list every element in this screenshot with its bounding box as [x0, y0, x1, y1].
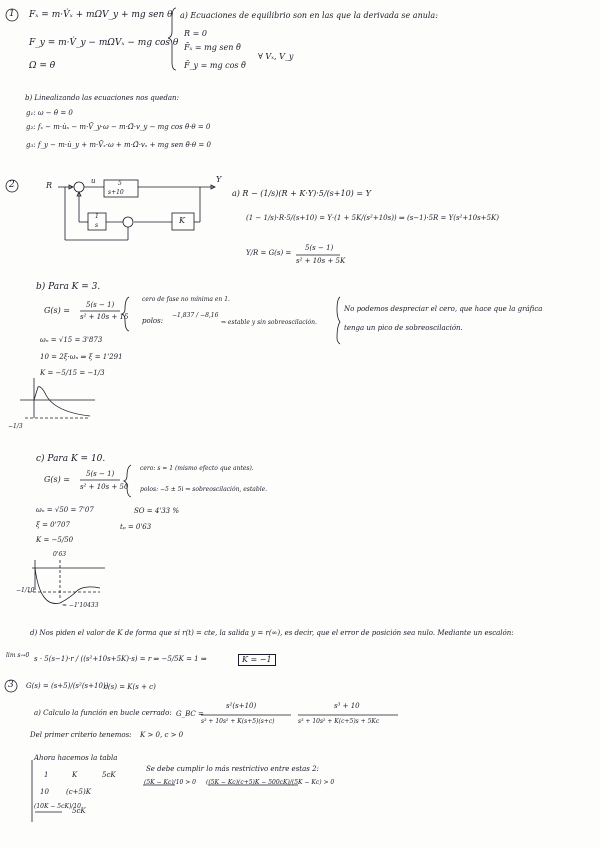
p3a-num1: s²(s+10) — [226, 702, 257, 710]
p2c-so: SO = 4'33 % — [134, 507, 180, 515]
p2c-tp: tₚ = 0'63 — [120, 523, 152, 531]
diagram-int-den: s — [95, 222, 99, 229]
p2c-den: s² + 10s + 50 — [80, 483, 129, 491]
p3a-den2: s³ + 10s² + K(c+5)s + 5Kc — [298, 718, 380, 725]
p2d-title: d) Nos piden el valor de K de forma que si r(t) = cte, la salida y = r(∞), es decir, que el error de posición sea nulo. Mediante un escalón: — [30, 629, 514, 637]
p2b-cero: cero de fase no mínima en 1. — [142, 296, 230, 303]
routh-r0-c0: 1 — [44, 771, 49, 779]
p2b-wn: ωₙ = √15 = 3'873 — [40, 336, 103, 344]
diagram-r: R — [46, 181, 53, 190]
routh-r2-c0: (10K − 5cK)/10 — [34, 803, 81, 810]
diagram-k: K — [179, 216, 185, 225]
p2a-lhs: Y/R = G(s) = — [246, 249, 292, 257]
p2b-side-1: No podemos despreciar el cero, que hace que la gráfica — [344, 305, 543, 313]
equilibrium-r: R = 0 — [184, 29, 207, 38]
linearize-title: b) Linealizando las ecuaciones nos quedan: — [25, 94, 179, 102]
p2a-line-1: a) R − (1/s)(R + K·Y)·5/(s+10) = Y — [232, 189, 371, 198]
equilibrium-note: a) Ecuaciones de equilibrio son en las que la derivada se anula: — [180, 11, 438, 20]
p2c-zeta: ξ = 0'707 — [36, 521, 70, 529]
p3a-cond-label: Del primer criterio tenemos: — [30, 731, 132, 739]
routh-r0-c1: K — [72, 771, 78, 779]
problem-1-number: 1 — [9, 9, 15, 19]
p2b-polos-label: polos: — [142, 317, 164, 325]
diagram-y: Y — [216, 175, 222, 184]
p2b-plot-y: −1/3 — [8, 423, 23, 430]
p2c-title: c) Para K = 10. — [36, 454, 106, 464]
p2d-lim: lim s→0 — [6, 652, 30, 659]
p3a-gbc: G_BC = — [176, 710, 204, 718]
p3-rest-1: (5K − Kc)/10 > 0 — [144, 779, 196, 786]
p3-table-title: Ahora hacemos la tabla — [34, 754, 118, 762]
p2c-polos: polos: −5 ± 5i ⇒ sobreoscilación, estable. — [140, 486, 268, 493]
p2c-num: 5(s − 1) — [86, 470, 115, 478]
plot-c — [28, 560, 105, 604]
p3-rest-2: ((5K − Kc)(c+5)K − 500cK)/(5K − Kc) > 0 — [206, 779, 335, 786]
p2b-zeta: 10 = 2ξ·ωₙ ⇒ ξ = 1'291 — [40, 353, 123, 361]
p2b-side-2: tenga un pico de sobreoscilación. — [344, 324, 463, 332]
equilibrium-fy: F̄_y = mg cos θ̄ — [184, 61, 246, 70]
p3a-num2: s³ + 10 — [334, 702, 360, 710]
p2b-num: 5(s − 1) — [86, 301, 115, 309]
p2a-line-2: (1 − 1/s)·R·5/(s+10) = Y·(1 + 5K/(s²+10s)) ⇒ (s−1)·5R = Y(s²+10s+5K) — [246, 214, 500, 222]
p2c-cero: cero: s = 1 (mismo efecto que antes). — [140, 465, 254, 472]
p3a-title: a) Calculo la función en bucle cerrado: — [34, 709, 172, 717]
p2b-k: K = −5/15 = −1/3 — [40, 369, 105, 377]
p2b-title: b) Para K = 3. — [36, 282, 101, 292]
p2c-plot-y: −1/10 — [16, 587, 35, 594]
p2b-polos-note: ⇒ estable y sin sobreoscilación. — [221, 319, 317, 326]
p2c-plot-min: ≈ −1'10433 — [62, 602, 99, 609]
block-diagram — [58, 177, 215, 240]
routh-r1-c0: 10 — [40, 788, 49, 796]
plot-b — [20, 378, 95, 418]
p2d-expr: s · 5(s−1)·r / ((s²+10s+5K)·s) = r ⇒ −5/5K = 1 ⇒ — [34, 655, 207, 663]
diagram-tf-den: s+10 — [108, 189, 124, 196]
equilibrium-side: ∀ Vₓ, V_y — [258, 52, 294, 61]
p2d-result: K = −1 — [238, 654, 276, 666]
diagram-tf-num: 5 — [118, 180, 122, 187]
p3a-den1: s³ + 10s² + K(s+5)(s+c) — [201, 718, 275, 725]
p2c-wn: ωₙ = √50 = 7'07 — [36, 506, 94, 514]
p2b-den: s² + 10s + 15 — [80, 313, 129, 321]
p2b-g: G(s) = — [44, 306, 70, 315]
p2c-peak: 0'63 — [53, 551, 67, 558]
p3-c: c(s) = K(s + c) — [104, 683, 156, 691]
routh-r2-c1: 5cK — [72, 807, 86, 815]
p3a-cond: K > 0, c > 0 — [140, 731, 184, 739]
eq-2: F_y = m·V̇_y − mΩVₓ − mg cos θ — [29, 38, 179, 48]
routh-r0-c2: 5cK — [102, 771, 116, 779]
routh-r1-c1: (c+5)K — [66, 788, 91, 796]
brace-2b-side — [337, 297, 340, 344]
p2a-den: s² + 10s + 5K — [296, 257, 346, 265]
lin-eq-2: g₂: fₓ − m·u̇ₓ − m·V̄_y·ω − m·Ω̄·v_y − mg cos θ̄·θ = 0 — [26, 123, 211, 131]
p2c-g: G(s) = — [44, 475, 70, 484]
p3-g: G(s) = (s+5)/(s²(s+10)) — [26, 682, 109, 690]
eq-3: Ω = θ̇ — [29, 61, 56, 71]
diagram-u: u — [91, 177, 96, 185]
eq-1: Fₓ = m·V̇ₓ + mΩV_y + mg sen θ — [29, 10, 173, 20]
p2a-num: 5(s − 1) — [305, 244, 334, 252]
problem-3-number: 3 — [8, 680, 14, 690]
problem-2-number: 2 — [9, 180, 15, 190]
brace-2c — [124, 465, 131, 497]
equilibrium-fx: F̄ₓ = mg sen θ̄ — [184, 43, 241, 52]
lin-eq-3: g₃: f_y − m·u̇_y + m·V̄ₓ·ω + m·Ω̄·vₓ + mg sen θ̄·θ = 0 — [26, 141, 211, 149]
p3-rest-title: Se debe cumplir lo más restrictivo entre estas 2: — [146, 765, 319, 773]
p2c-k: K = −5/50 — [36, 536, 74, 544]
lin-eq-1: g₁: ω − θ̇ = 0 — [26, 109, 73, 117]
diagram-int-num: 1 — [95, 213, 99, 220]
p2b-polos-vals: −1,837 / −8,16 — [172, 312, 219, 319]
